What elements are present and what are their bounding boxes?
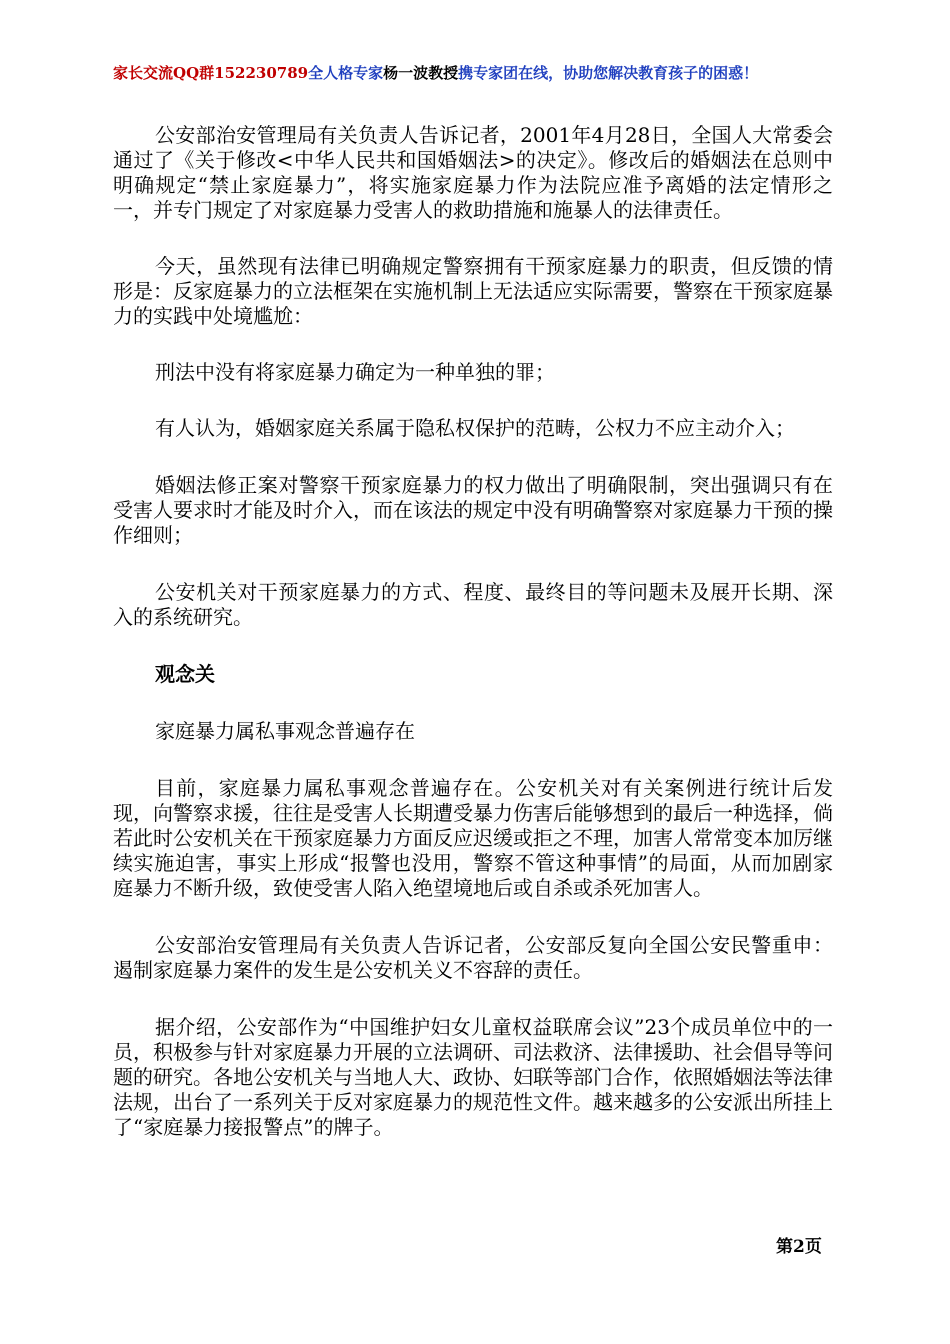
paragraph: 今天，虽然现有法律已明确规定警察拥有干预家庭暴力的职责，但反馈的情形是：反家庭暴力的立法框架在实施机制上无法适应实际需要，警察在干预家庭暴力的实践中处境尴尬： (113, 254, 833, 328)
section-heading: 观念关 (155, 662, 215, 686)
page-number: 第2页 (776, 1237, 822, 1257)
paragraph: 公安机关对干预家庭暴力的方式、程度、最终目的等问题未及展开长期、深入的系统研究。 (113, 580, 833, 629)
paragraph: 目前，家庭暴力属私事观念普遍存在。公安机关对有关案例进行统计后发现，向警察求援，往往是受害人长期遭受暴力伤害后能够想到的最后一种选择，倘若此时公安机关在干预家庭暴力方面反应迟缓或拒之不理，加害人常常变本加厉继续实施迫害，事实上形成“报警也没用，警察不管这种事情”的局面，从而加剧家庭暴力不断升级，致使受害人陷入绝望境地后或自杀或杀死加害人。 (113, 776, 833, 900)
paragraph: 婚姻法修正案对警察干预家庭暴力的权力做出了明确限制，突出强调只有在受害人要求时才能及时介入，而在该法的规定中没有明确警察对家庭暴力干预的操作细则； (113, 473, 833, 547)
header-banner (113, 62, 853, 84)
paragraph: 据介绍，公安部作为“中国维护妇女儿童权益联席会议”23个成员单位中的一员，积极参与针对家庭暴力开展的立法调研、司法救济、法律援助、社会倡导等问题的研究。各地公安机关与当地人大、政协、妇联等部门合作，依照婚姻法等法律法规，出台了一系列关于反对家庭暴力的规范性文件。越来越多的公安派出所挂上了“家庭暴力接报警点”的牌子。 (113, 1015, 833, 1139)
header-qq-group: 家长交流QQ群152230789 (113, 64, 309, 82)
header-expert-label: 全人格专家 (308, 64, 384, 82)
section-subheading: 家庭暴力属私事观念普遍存在 (155, 719, 415, 743)
header-slogan: 携专家团在线，协助您解决教育孩子的困惑！ (458, 64, 759, 82)
paragraph: 公安部治安管理局有关负责人告诉记者，公安部反复向全国公安民警重申：遏制家庭暴力案件的发生是公安机关义不容辞的责任。 (113, 933, 833, 982)
paragraph: 公安部治安管理局有关负责人告诉记者，2001年4月28日，全国人大常委会通过了《关于修改<中华人民共和国婚姻法>的决定》。修改后的婚姻法在总则中明确规定“禁止家庭暴力”，将实施家庭暴力作为法院应准予离婚的法定情形之一，并专门规定了对家庭暴力受害人的救助措施和施暴人的法律责任。 (113, 123, 833, 222)
document-body (113, 123, 833, 1140)
header-professor-name: 杨一波教授 (383, 64, 459, 82)
paragraph: 有人认为，婚姻家庭关系属于隐私权保护的范畴，公权力不应主动介入； (155, 416, 795, 440)
paragraph: 刑法中没有将家庭暴力确定为一种单独的罪； (155, 360, 555, 384)
